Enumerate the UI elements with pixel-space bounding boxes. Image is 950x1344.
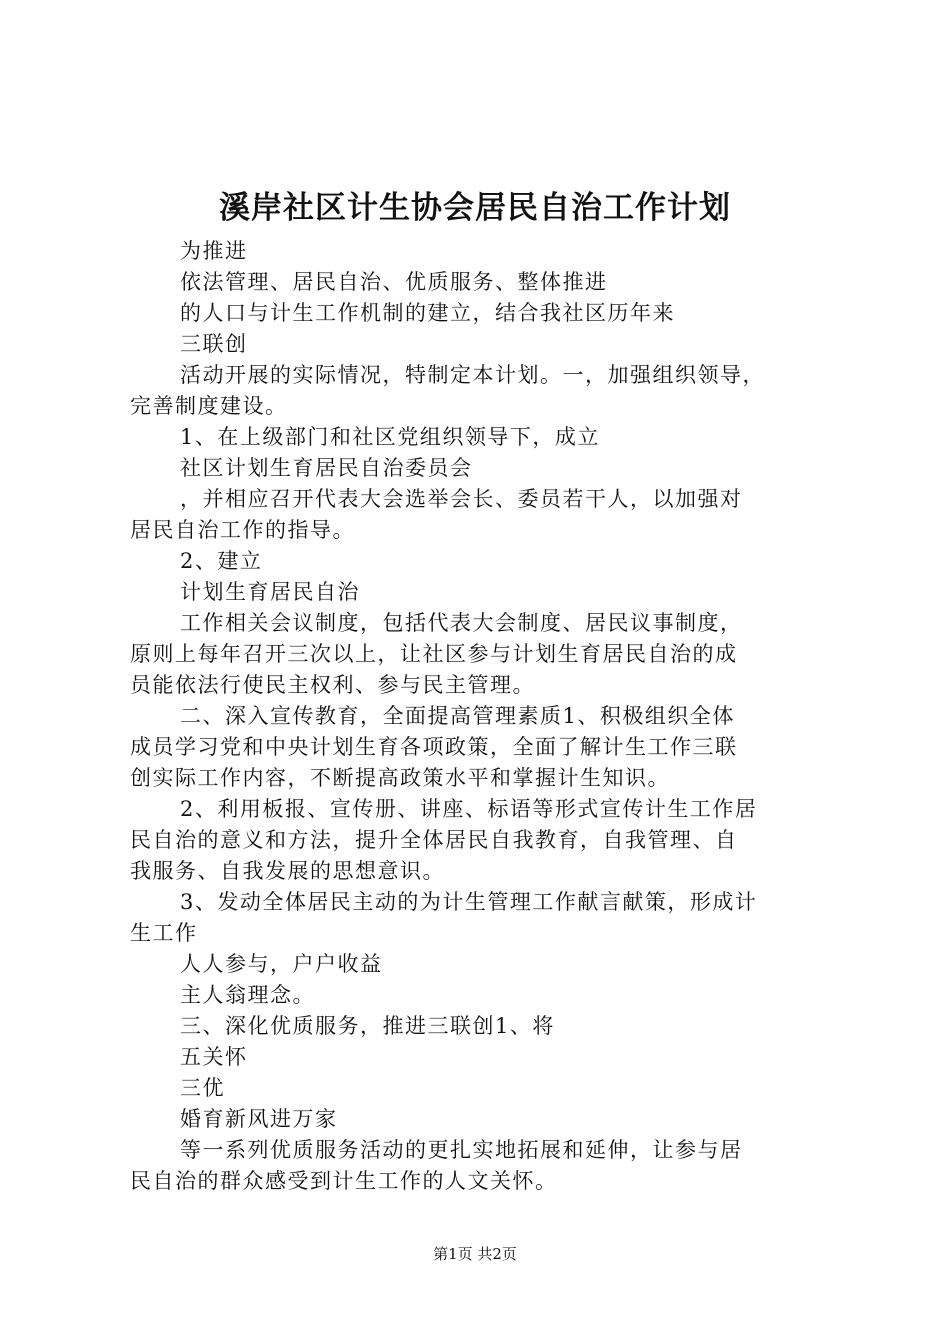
paragraph-line: 工作相关会议制度，包括代表大会制度、居民议事制度， xyxy=(180,611,743,635)
paragraph-line: 2、建立 xyxy=(180,549,263,573)
paragraph-line: 主人翁理念。 xyxy=(180,983,315,1007)
paragraph-line: 依法管理、居民自治、优质服务、整体推进 xyxy=(180,270,608,294)
document-body xyxy=(130,236,830,1197)
paragraph-line: 二、深入宣传教育，全面提高管理素质1、积极组织全体 xyxy=(180,704,735,728)
paragraph-line: 居民自治工作的指导。 xyxy=(130,518,355,542)
paragraph-line: 2、利用板报、宣传册、讲座、标语等形式宣传计生工作居 xyxy=(180,797,758,821)
paragraph-line: 的人口与计生工作机制的建立，结合我社区历年来 xyxy=(180,301,675,325)
paragraph-line: 等一系列优质服务活动的更扎实地拓展和延伸，让参与居 xyxy=(180,1138,743,1162)
paragraph-line: 员能依法行使民主权利、参与民主管理。 xyxy=(130,673,535,697)
paragraph-line: 三优 xyxy=(180,1076,225,1100)
paragraph-line: 婚育新风进万家 xyxy=(180,1107,338,1131)
paragraph-line: 完善制度建设。 xyxy=(130,394,288,418)
paragraph-line: 五关怀 xyxy=(180,1045,248,1069)
paragraph-line: 成员学习党和中央计划生育各项政策，全面了解计生工作三联 xyxy=(130,735,738,759)
paragraph-line: 为推进 xyxy=(180,239,248,263)
paragraph-line: 民自治的群众感受到计生工作的人文关怀。 xyxy=(130,1169,558,1193)
page-footer: 第1页 共2页 xyxy=(433,1245,517,1263)
paragraph-line: 1、在上级部门和社区党组织领导下，成立 xyxy=(180,425,600,449)
document-title: 溪岸社区计生协会居民自治工作计划 xyxy=(219,190,731,226)
paragraph-line: 原则上每年召开三次以上，让社区参与计划生育居民自治的成 xyxy=(130,642,738,666)
paragraph-line: 3、发动全体居民主动的为计生管理工作献言献策，形成计 xyxy=(180,890,758,914)
paragraph-line: 三联创 xyxy=(180,332,248,356)
paragraph-line: 人人参与，户户收益 xyxy=(180,952,383,976)
paragraph-line: 生工作 xyxy=(130,921,198,945)
paragraph-line: 我服务、自我发展的思想意识。 xyxy=(130,859,445,883)
paragraph-line: 活动开展的实际情况，特制定本计划。一，加强组织领导， xyxy=(180,363,765,387)
paragraph-line: 民自治的意义和方法，提升全体居民自我教育，自我管理、自 xyxy=(130,828,738,852)
paragraph-line: 计划生育居民自治 xyxy=(180,580,360,604)
paragraph-line: 创实际工作内容，不断提高政策水平和掌握计生知识。 xyxy=(130,766,670,790)
paragraph-line: ，并相应召开代表大会选举会长、委员若干人，以加强对 xyxy=(180,487,743,511)
paragraph-line: 三、深化优质服务，推进三联创1、将 xyxy=(180,1014,555,1038)
paragraph-line: 社区计划生育居民自治委员会 xyxy=(180,456,473,480)
